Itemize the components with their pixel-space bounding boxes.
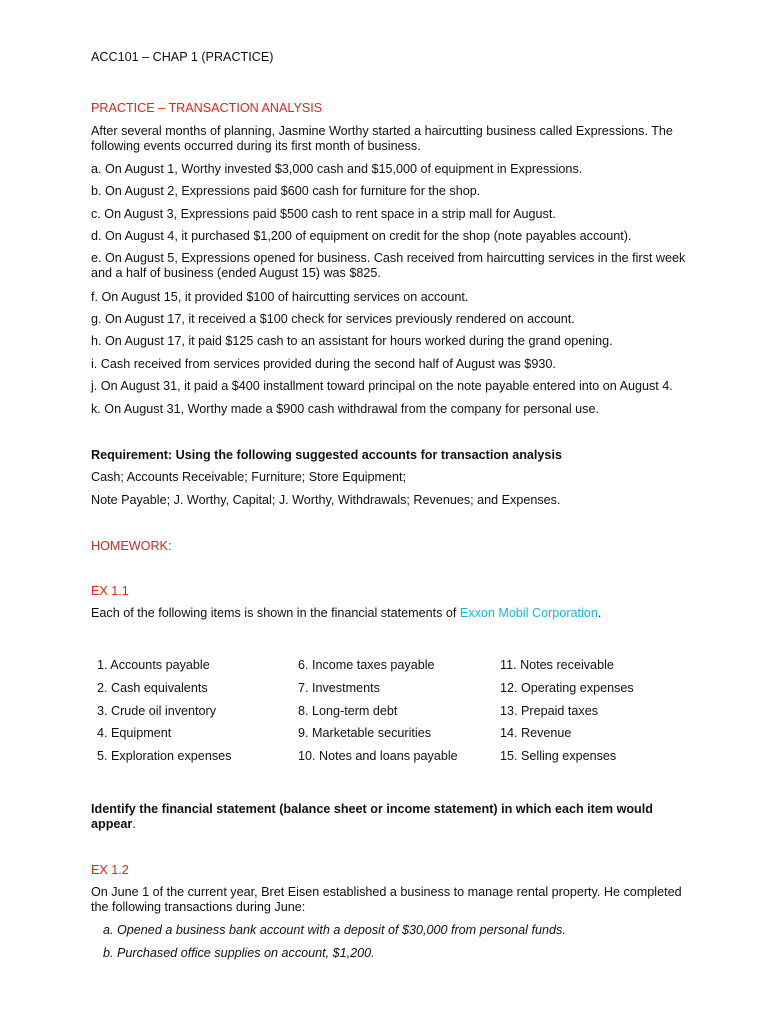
practice-item-a: a. On August 1, Worthy invested $3,000 cash and $15,000 of equipment in Expressions. <box>91 162 583 176</box>
list-item: 8. Long-term debt <box>298 704 398 718</box>
list-item: 4. Equipment <box>97 726 172 740</box>
list-item: 6. Income taxes payable <box>298 658 435 672</box>
practice-intro: After several months of planning, Jasmine Worthy started a haircutting business called Expressions. The following events occurred during its first month of business. <box>91 124 673 153</box>
practice-item-c: c. On August 3, Expressions paid $500 cash to rent space in a strip mall for August. <box>91 207 556 221</box>
practice-item-b: b. On August 2, Expressions paid $600 cash for furniture for the shop. <box>91 184 481 198</box>
practice-title: PRACTICE – TRANSACTION ANALYSIS <box>91 101 323 115</box>
list-item: 14. Revenue <box>500 726 572 740</box>
practice-item-k: k. On August 31, Worthy made a $900 cash withdrawal from the company for personal use. <box>91 402 599 416</box>
list-item: 10. Notes and loans payable <box>298 749 458 763</box>
practice-item-i: i. Cash received from services provided during the second half of August was $930. <box>91 357 556 371</box>
ex11-instruction-period: . <box>132 817 136 831</box>
list-item: 9. Marketable securities <box>298 726 431 740</box>
practice-item-j: j. On August 31, it paid a $400 installment toward principal on the note payable entered into on August 4. <box>91 379 673 393</box>
practice-item-e: e. On August 5, Expressions opened for business. Cash received from haircutting services in the first week and a half of business (ended August 15) was $825. <box>91 251 686 280</box>
practice-item-h: h. On August 17, it paid $125 cash to an assistant for hours worked during the grand opening. <box>91 334 613 348</box>
list-item: 3. Crude oil inventory <box>97 704 217 718</box>
list-item: 1. Accounts payable <box>97 658 210 672</box>
practice-item-f: f. On August 15, it provided $100 of haircutting services on account. <box>91 290 469 304</box>
exxon-mobil-link[interactable]: Exxon Mobil Corporation <box>459 606 598 620</box>
ex11-instruction <box>91 802 698 832</box>
ex11-intro-text: Each of the following items is shown in the financial statements of <box>91 606 460 620</box>
accounts-line-2: Note Payable; J. Worthy, Capital; J. Worthy, Withdrawals; Revenues; and Expenses. <box>91 493 561 507</box>
ex11-intro <box>91 606 698 621</box>
accounts-line-1: Cash; Accounts Receivable; Furniture; Store Equipment; <box>91 470 407 484</box>
requirement-heading: Requirement: Using the following suggested accounts for transaction analysis <box>91 448 562 462</box>
homework-title: HOMEWORK: <box>91 539 172 553</box>
practice-item-g: g. On August 17, it received a $100 check for services previously rendered on account. <box>91 312 575 326</box>
list-item: 5. Exploration expenses <box>97 749 232 763</box>
list-item: 2. Cash equivalents <box>97 681 208 695</box>
list-item: 7. Investments <box>298 681 380 695</box>
document-header: ACC101 – CHAP 1 (PRACTICE) <box>91 50 274 64</box>
ex12-item-a: a. Opened a business bank account with a deposit of $30,000 from personal funds. <box>103 923 566 937</box>
ex12-title: EX 1.2 <box>91 863 129 877</box>
ex12-intro: On June 1 of the current year, Bret Eisen established a business to manage rental property. He completed the following transactions during June: <box>91 885 682 914</box>
list-item: 15. Selling expenses <box>500 749 617 763</box>
ex11-instruction-text: Identify the financial statement (balance sheet or income statement) in which each item would appear <box>91 802 653 831</box>
list-item: 12. Operating expenses <box>500 681 634 695</box>
list-item: 11. Notes receivable <box>500 658 614 672</box>
ex11-title: EX 1.1 <box>91 584 129 598</box>
ex11-intro-period: . <box>597 606 602 620</box>
practice-item-d: d. On August 4, it purchased $1,200 of equipment on credit for the shop (note payables account). <box>91 229 632 243</box>
list-item: 13. Prepaid taxes <box>500 704 599 718</box>
ex12-item-b: b. Purchased office supplies on account, $1,200. <box>103 946 375 960</box>
